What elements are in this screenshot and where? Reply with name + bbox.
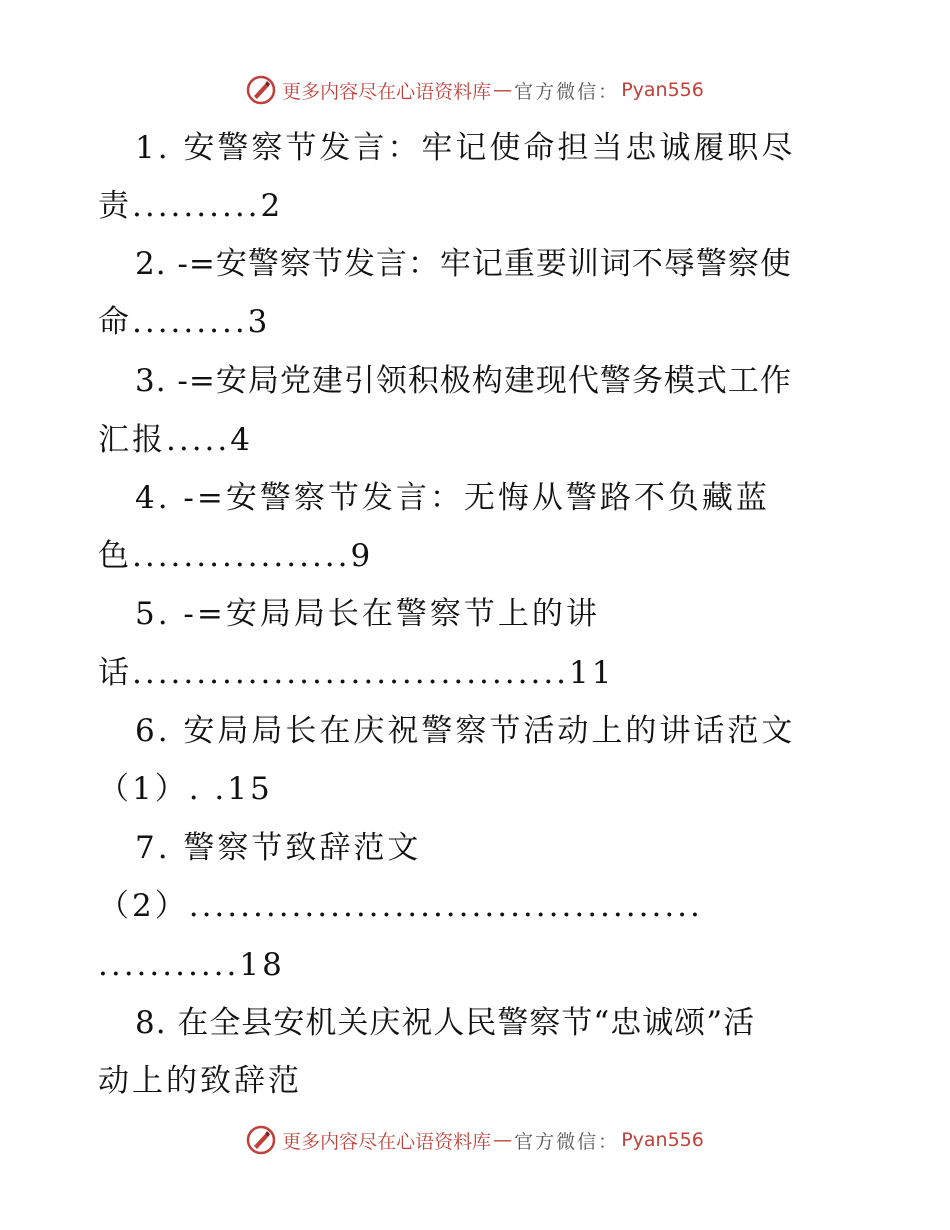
toc-entry-4-page: 色.................9: [98, 538, 374, 574]
toc-entry-2-title: 2. -=安警察节发言：牢记重要训词不辱警察使: [135, 246, 792, 282]
pen-logo-icon: [246, 1125, 276, 1155]
library-text: 更多内容尽在心语资料库: [282, 1130, 492, 1153]
toc-entry-6-title: 6. 安局局长在庆祝警察节活动上的讲话范文: [135, 713, 796, 749]
banner-separator: —: [493, 79, 513, 101]
library-text: 更多内容尽在心语资料库: [282, 80, 492, 103]
toc-entry-3-page: 汇报.....4: [98, 422, 253, 458]
official-label: 官方微信：: [514, 1130, 620, 1153]
toc-entry-5-page: 话..................................11: [98, 655, 615, 691]
toc-entry-7-title: 7. 警察节致辞范文: [135, 830, 422, 866]
wechat-id: Pyan556: [621, 1129, 704, 1151]
toc-entry-6-page: （1）. .15: [98, 771, 273, 807]
toc-entry-8-title: 8. 在全县安机关庆祝人民警察节“忠诚颂”活: [135, 1005, 756, 1041]
wechat-id: Pyan556: [621, 79, 704, 101]
toc-entry-1-title: 1. 安警察节发言：牢记使命担当忠诚履职尽: [135, 130, 796, 166]
toc-entry-4-title: 4. -=安警察节发言：无悔从警路不负藏蓝: [135, 480, 770, 516]
toc-entry-2-page: 命.........3: [98, 304, 271, 340]
footer-watermark-banner: [0, 1120, 950, 1160]
toc-entry-7-page: ...........18: [98, 947, 285, 983]
toc-entry-5-title: 5. -=安局局长在警察节上的讲: [135, 596, 600, 632]
toc-entry-1-page: 责..........2: [98, 188, 284, 224]
toc-entry-3-title: 3. -=安局党建引领积极构建现代警务模式工作: [135, 363, 792, 399]
toc-entry-7-subtitle: （2）........................................: [98, 888, 703, 924]
toc-entry-8-continuation: 动上的致辞范: [98, 1063, 302, 1099]
official-label: 官方微信：: [514, 80, 620, 103]
banner-separator: —: [493, 1129, 513, 1151]
